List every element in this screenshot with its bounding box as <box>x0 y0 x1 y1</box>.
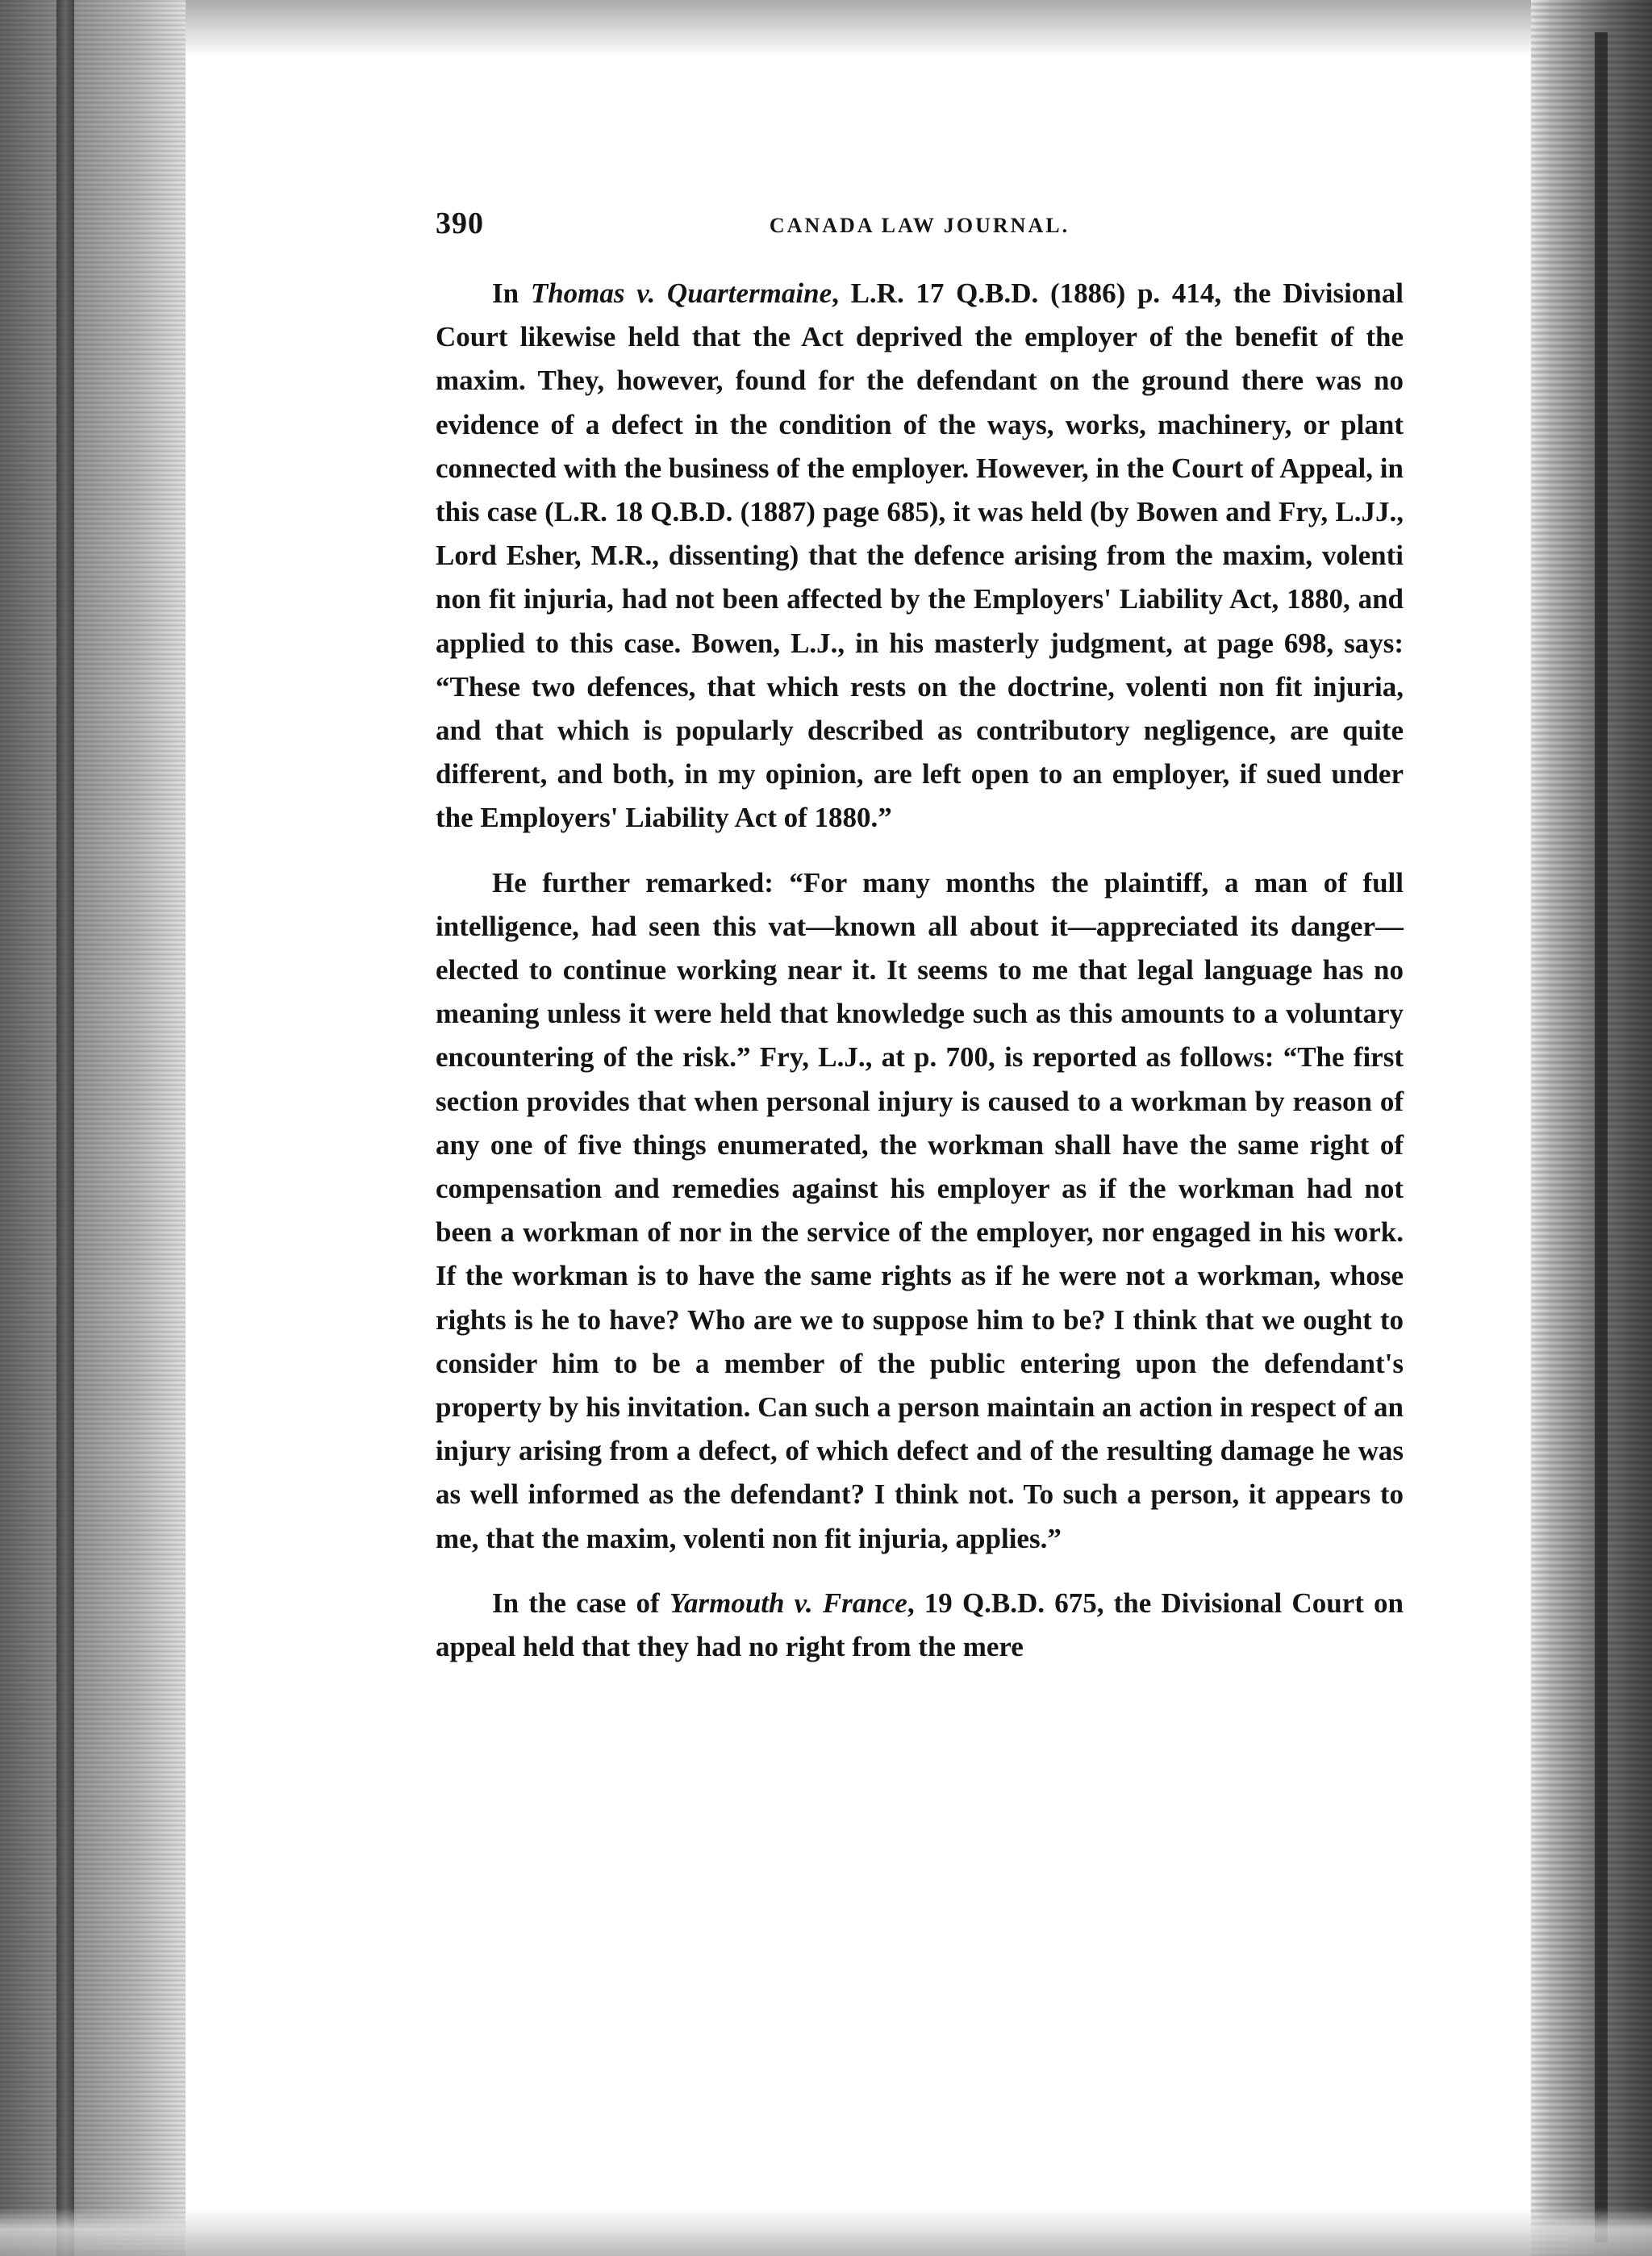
scan-top-edge <box>0 0 1652 56</box>
scan-left-edge <box>0 0 186 2256</box>
paragraph-text: In the case of <box>492 1587 670 1619</box>
scan-left-binding <box>56 0 74 2256</box>
paragraph-further-remarked <box>436 861 1404 1561</box>
page-number: 390 <box>436 206 484 240</box>
scan-right-edge <box>1531 0 1652 2256</box>
scan-right-binding <box>1595 32 1608 2242</box>
page-body <box>436 206 1404 1690</box>
case-name: Thomas v. Quartermaine <box>530 277 832 309</box>
paragraph-thomas-v-quartermaine <box>436 272 1404 840</box>
paragraph-text: He further remarked: “For many months the plaintiff, a man of full intelligence, had seen this vat—known all about it—appreciated its danger—elected to continue working near it. It seems to me that legal language has no meaning unless it were held that knowledge such as this amounts to a voluntary encountering of the risk.” Fry, L.J., at p. 700, is reported as follows: “The first section provides that when personal injury is caused to a workman by reason of any one of five things enumerated, the workman shall have the same right of compensation and remedies against his employer as if the workman had not been a workman of nor in the service of the employer, nor engaged in his work. If the workman is to have the same rights as if he were not a workman, whose rights is he to have? Who are we to suppose him to be? I think that we ought to consider him to be a member of the public entering upon the defendant's property by his invitation. Can such a person maintain an action in respect of an injury arising from a defect, of which defect and of the resulting damage he was as well informed as the defendant? I think not. To such a person, it appears to me, that the maxim, volenti non fit injuria, applies.” <box>436 866 1404 1554</box>
scan-bottom-edge <box>0 2208 1652 2256</box>
case-name: Yarmouth v. France <box>669 1587 907 1619</box>
paragraph-text: In <box>492 277 531 309</box>
running-head: CANADA LAW JOURNAL. <box>769 214 1070 237</box>
paragraph-text: , L.R. 17 Q.B.D. (1886) p. 414, the Divisional Court likewise held that the Act deprived the employer of the benefit of the maxim. They, however, found for the defendant on the ground there was no evidence of a defect in the condition of the ways, works, machinery, or plant connected with the business of the employer. However, in the Court of Appeal, in this case (L.R. 18 Q.B.D. (1887) page 685), it was held (by Bowen and Fry, L.JJ., Lord Esher, M.R., dissenting) that the defence arising from the maxim, volenti non fit injuria, had not been affected by the Employers' Liability Act, 1880, and applied to this case. Bowen, L.J., in his masterly judgment, at page 698, says: “These two defences, that which rests on the doctrine, volenti non fit injuria, and that which is popularly described as contributory negligence, are quite different, and both, in my opinion, are left open to an employer, if sued under the Employers' Liability Act of 1880.” <box>436 277 1404 834</box>
paragraph-text: , 19 Q.B.D. 675, the Divisional Court on appeal held that they had no right from the mere <box>436 1587 1404 1663</box>
page-header <box>436 206 1404 254</box>
paragraph-yarmouth-v-france <box>436 1582 1404 1669</box>
